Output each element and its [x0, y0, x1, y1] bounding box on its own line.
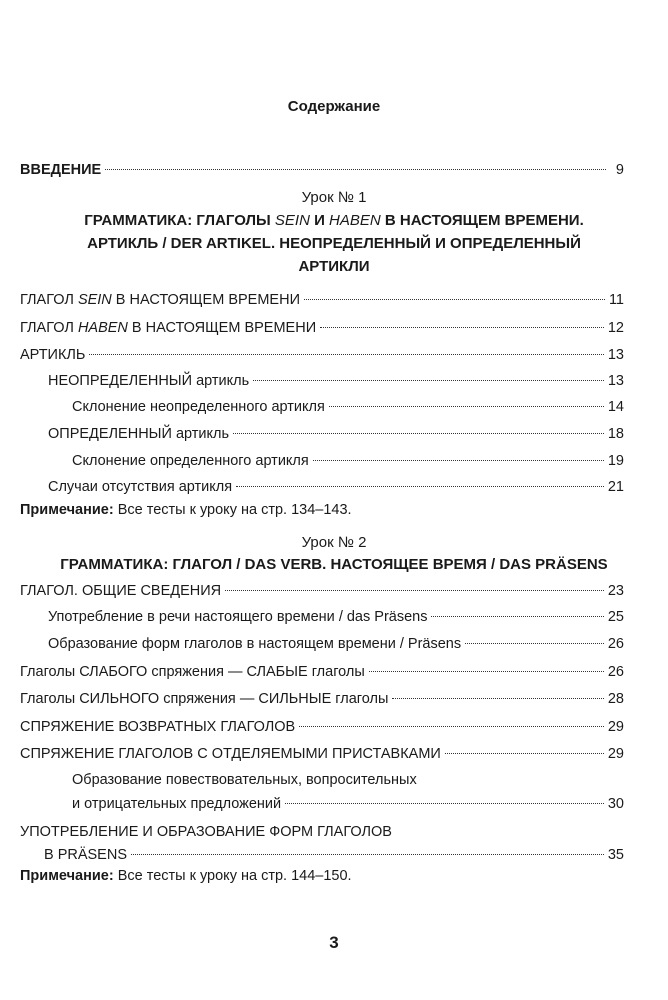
dot-leader [131, 854, 604, 855]
toc-entry-label: СПРЯЖЕНИЕ ВОЗВРАТНЫХ ГЛАГОЛОВ [20, 719, 296, 735]
dot-leader [304, 299, 605, 300]
lesson-1-grammar-line-2: АРТИКЛЬ / DER ARTIKEL. НЕОПРЕДЕЛЕННЫЙ И ОПРЕДЕЛЕННЫЙ [87, 235, 581, 252]
toc-entry-page: 21 [607, 479, 624, 495]
dot-leader [313, 460, 604, 461]
toc-entry-indefinite-article[interactable] [48, 371, 624, 391]
grammar-italic-haben: HABEN [329, 212, 381, 229]
toc-entry-page: 25 [607, 609, 624, 625]
toc-entry-praesens-usage[interactable] [48, 607, 624, 627]
lesson-2-note [20, 866, 352, 886]
dot-leader [285, 803, 604, 804]
grammar-text: ГРАММАТИКА: ГЛАГОЛЫ [84, 212, 275, 229]
dot-leader [329, 406, 604, 407]
toc-entry-label: Склонение неопределенного артикля [72, 399, 325, 415]
toc-entry-label [20, 290, 300, 310]
note-text: Все тесты к уроку на стр. 144–150. [113, 868, 352, 884]
toc-entry-usage-formation[interactable] [44, 845, 624, 865]
dot-leader [445, 753, 604, 754]
toc-entry-definite-declension[interactable] [72, 451, 624, 471]
toc-entry-verb-general[interactable] [20, 581, 624, 601]
dot-leader [253, 380, 604, 381]
toc-entry-page: 14 [607, 399, 624, 415]
toc-entry-label: Образование форм глаголов в настоящем времени / Präsens [48, 636, 462, 652]
toc-entry-label: НЕОПРЕДЕЛЕННЫЙ артикль [48, 373, 250, 389]
dot-leader [236, 486, 604, 487]
dot-leader [392, 698, 603, 699]
label-italic: HABEN [77, 320, 128, 336]
toc-entry-no-article[interactable] [48, 477, 624, 497]
toc-entry-label: ОПРЕДЕЛЕННЫЙ артикль [48, 426, 230, 442]
dot-leader [225, 590, 604, 591]
toc-entry-haben[interactable] [20, 318, 624, 338]
toc-entry-page: 18 [607, 426, 624, 442]
lesson-1-grammar-line-3: АРТИКЛИ [298, 258, 370, 275]
toc-entry-label: Глаголы СИЛЬНОГО спряжения — СИЛЬНЫЕ глаголы [20, 691, 389, 707]
toc-entry-page: 23 [607, 583, 624, 599]
lesson-1-title: Урок № 1 [301, 189, 367, 206]
toc-entry-praesens-formation[interactable] [48, 634, 624, 654]
toc-entry-page: 12 [607, 320, 624, 336]
note-text: Все тесты к уроку на стр. 134–143. [113, 502, 352, 518]
toc-entry-page: 26 [607, 636, 624, 652]
toc-entry-weak-verbs[interactable] [20, 662, 624, 682]
lesson-1-note [20, 500, 352, 520]
toc-entry-label: ГЛАГОЛ. ОБЩИЕ СВЕДЕНИЯ [20, 583, 222, 599]
toc-entry-label: В PRÄSENS [44, 847, 127, 863]
lesson-2-grammar-line: ГРАММАТИКА: ГЛАГОЛ / DAS VERB. НАСТОЯЩЕЕ ВРЕМЯ / DAS PRÄSENS [60, 556, 608, 573]
note-label: Примечание: [20, 502, 114, 518]
toc-entry-page: 29 [607, 746, 624, 762]
toc-entry-label: Употребление в речи настоящего времени / das Präsens [48, 609, 428, 625]
toc-entry-intro[interactable] [20, 160, 624, 180]
label-part: В НАСТОЯЩЕМ ВРЕМЕНИ [127, 320, 317, 336]
label-part: В НАСТОЯЩЕМ ВРЕМЕНИ [111, 292, 300, 308]
toc-entry-label: Склонение определенного артикля [72, 453, 309, 469]
dot-leader [89, 354, 603, 355]
toc-entry-label: Глаголы СЛАБОГО спряжения — СЛАБЫЕ глаголы [20, 664, 365, 680]
toc-entry-label: АРТИКЛЬ [20, 347, 86, 363]
toc-entry-label: и отрицательных предложений [72, 796, 282, 812]
toc-entry-strong-verbs[interactable] [20, 689, 624, 709]
page-number: 3 [329, 933, 339, 952]
dot-leader [233, 433, 604, 434]
toc-entry-page: 11 [608, 292, 624, 308]
toc-entry-page: 13 [607, 347, 624, 363]
dot-leader [369, 671, 604, 672]
toc-entry-reflexive-verbs[interactable] [20, 717, 624, 737]
lesson-2-title: Урок № 2 [301, 534, 367, 551]
toc-entry-page: 19 [607, 453, 624, 469]
toc-entry-page: 29 [607, 719, 624, 735]
toc-entry-page: 35 [607, 847, 624, 863]
grammar-italic-sein: SEIN [274, 212, 310, 229]
toc-entry-sein[interactable] [20, 290, 624, 310]
toc-entry-label: Случаи отсутствия артикля [48, 479, 233, 495]
dot-leader [299, 726, 604, 727]
dot-leader [431, 616, 603, 617]
toc-entry-separable-prefixes[interactable] [20, 744, 624, 764]
toc-entry-label [20, 318, 316, 338]
toc-entry-sentences[interactable] [72, 794, 624, 814]
lesson-1-grammar-line-1 [0, 210, 668, 232]
toc-entry-page: 28 [607, 691, 624, 707]
toc-entry-sentences-line-1: Образование повествовательных, вопросительных [72, 772, 417, 788]
toc-entry-indefinite-declension[interactable] [72, 397, 624, 417]
toc-entry-page: 13 [607, 373, 624, 389]
toc-entry-page: 30 [607, 796, 624, 812]
note-label: Примечание: [20, 868, 114, 884]
grammar-text: В НАСТОЯЩЕМ ВРЕМЕНИ. [380, 212, 584, 229]
dot-leader [105, 169, 606, 170]
dot-leader [465, 643, 604, 644]
dot-leader [320, 327, 604, 328]
toc-entry-label: СПРЯЖЕНИЕ ГЛАГОЛОВ С ОТДЕЛЯЕМЫМИ ПРИСТАВКАМИ [20, 746, 441, 762]
label-part: ГЛАГОЛ [20, 320, 78, 336]
toc-entry-usage-formation-line-1: УПОТРЕБЛЕНИЕ И ОБРАЗОВАНИЕ ФОРМ ГЛАГОЛОВ [20, 824, 392, 840]
grammar-text: И [309, 212, 330, 229]
toc-heading: Содержание [287, 98, 381, 115]
toc-entry-label: ВВЕДЕНИЕ [20, 162, 102, 178]
toc-entry-article[interactable] [20, 345, 624, 365]
toc-entry-definite-article[interactable] [48, 424, 624, 444]
label-italic: SEIN [77, 292, 112, 308]
label-part: ГЛАГОЛ [20, 292, 78, 308]
toc-entry-page: 9 [615, 162, 624, 178]
toc-entry-page: 26 [607, 664, 624, 680]
